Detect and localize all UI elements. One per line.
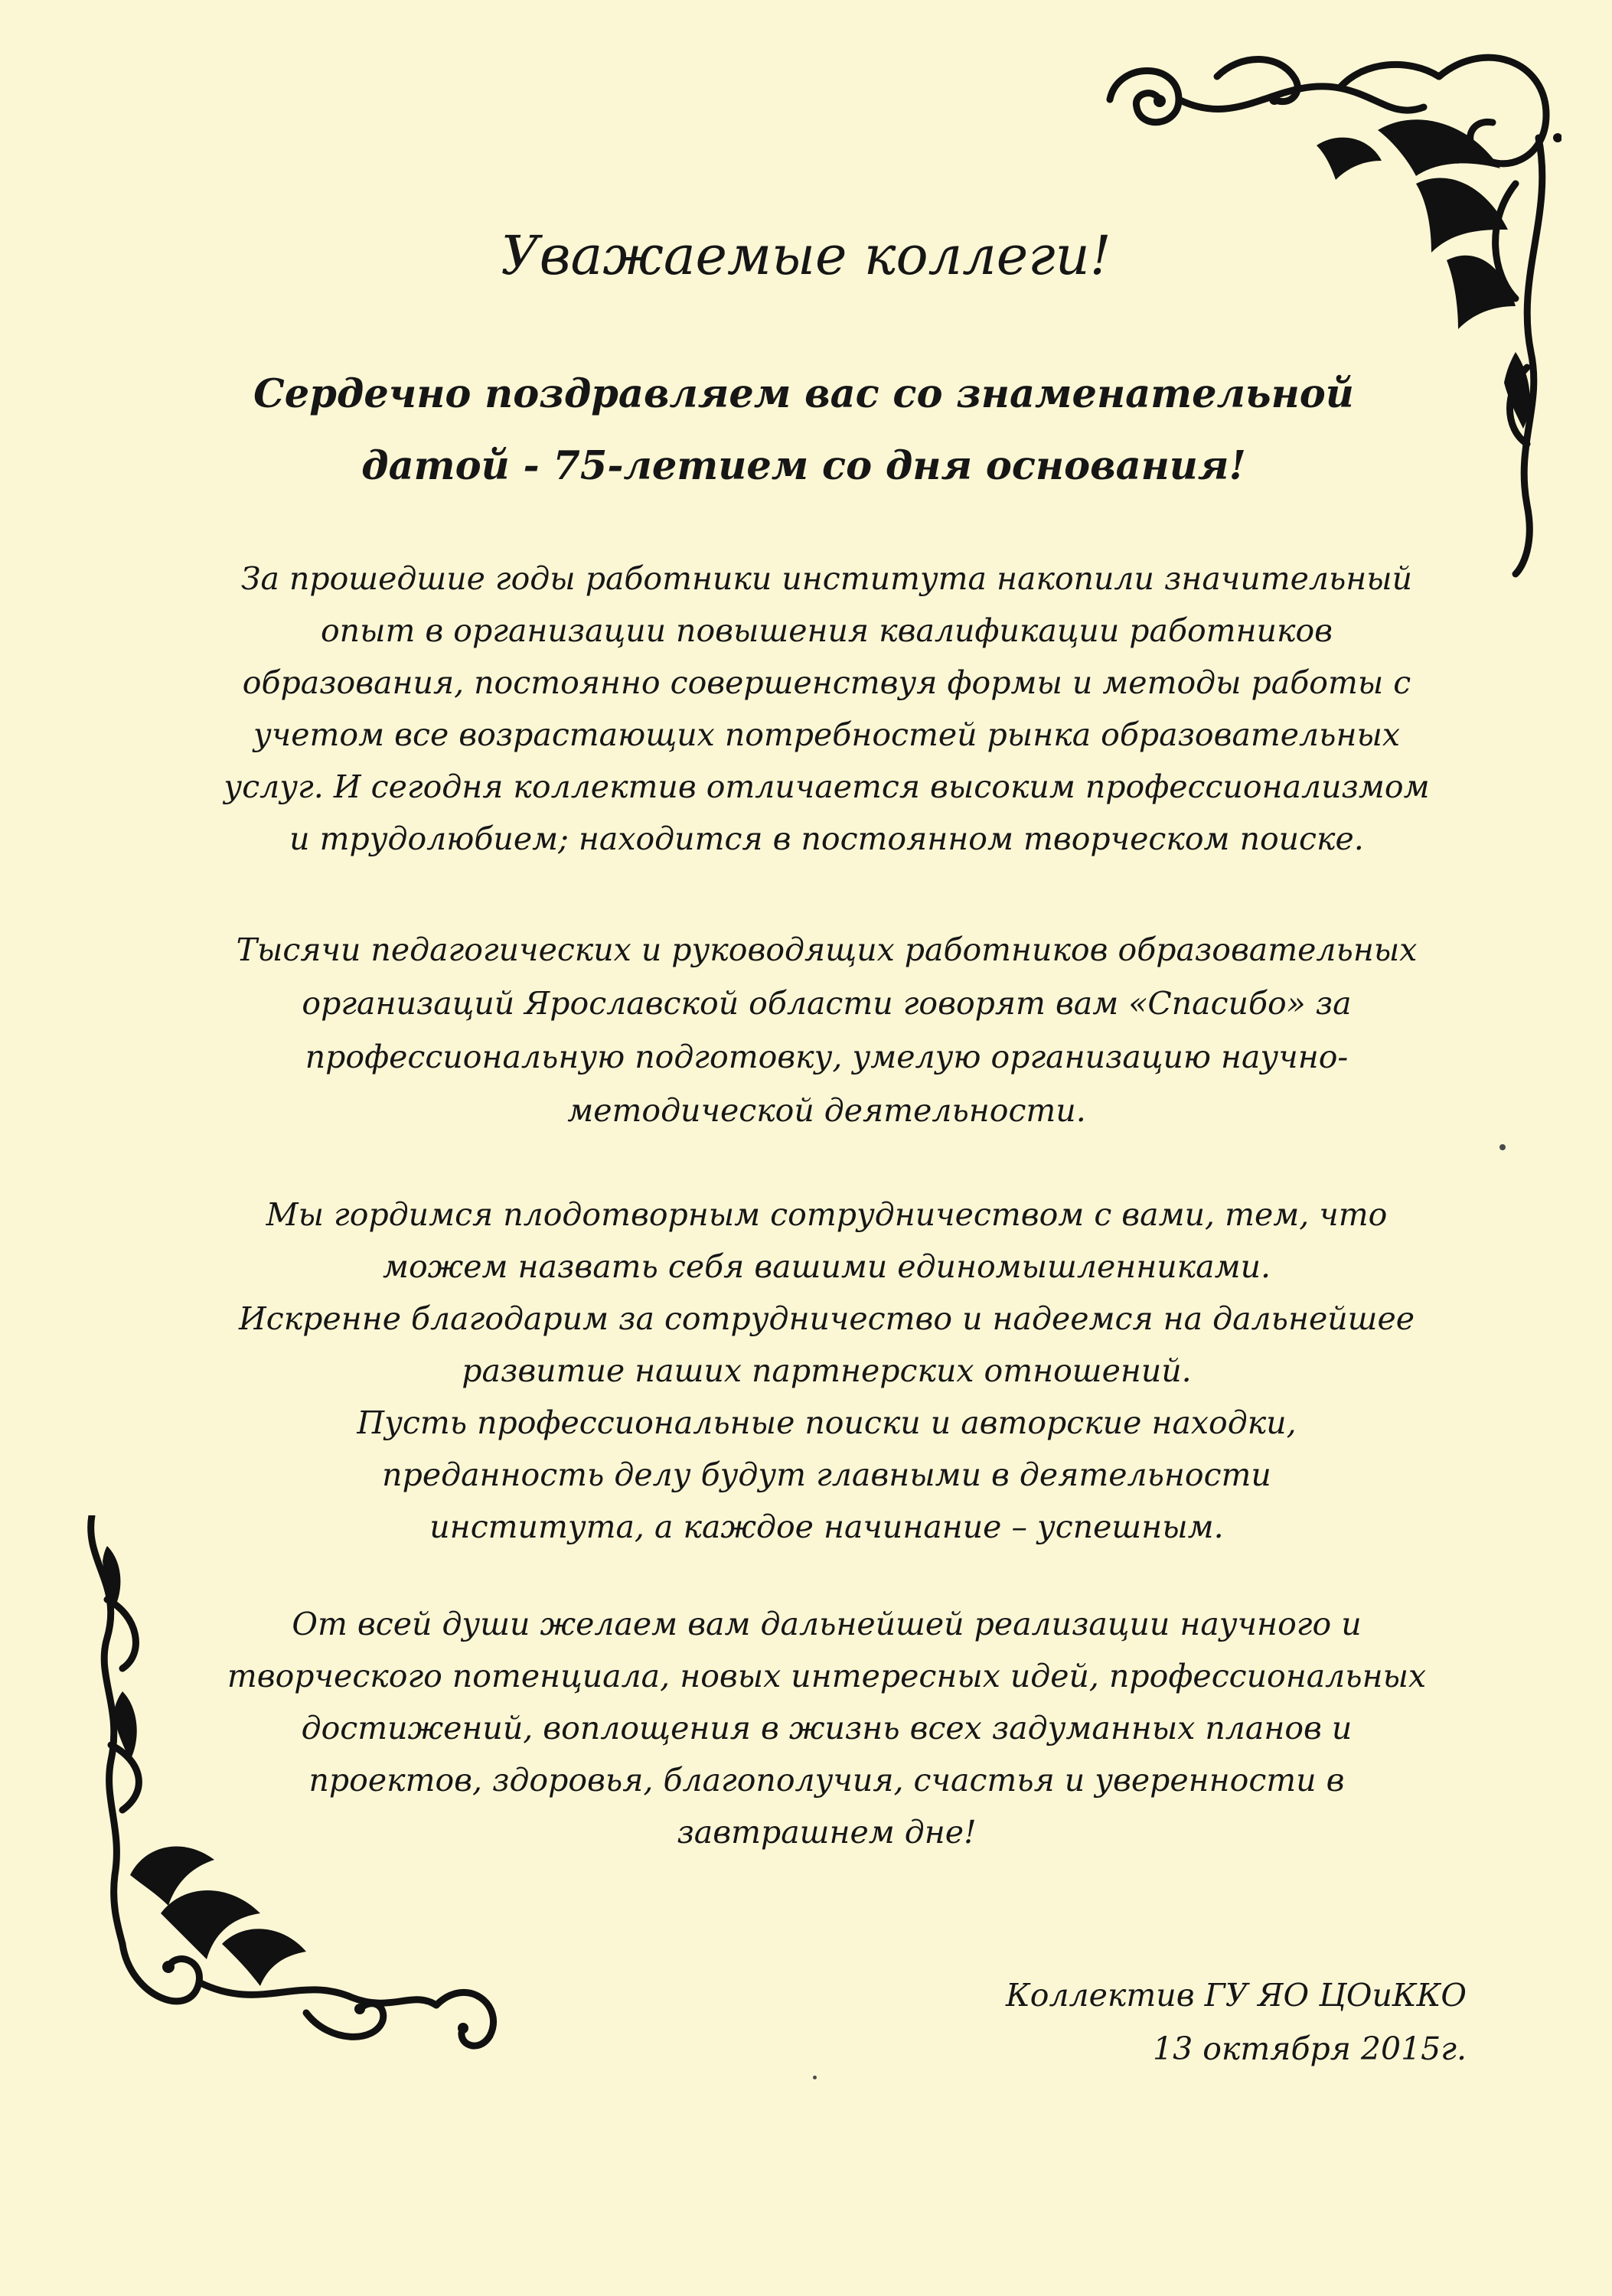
paragraph-line: творческого потенциала, новых интересных идей, профессиональных (227, 1658, 1427, 1694)
signature-date: 13 октября 2015г. (1153, 2030, 1467, 2067)
paragraph-line: завтрашнем дне! (677, 1814, 977, 1851)
paragraph-2 (199, 923, 1454, 1137)
paragraph-line: Мы гордимся плодотворным сотрудничеством с вами, тем, что (266, 1196, 1388, 1233)
subtitle-line: Сердечно поздравляем вас со знаменательной (253, 371, 1354, 417)
paragraph-1 (199, 553, 1454, 865)
paragraph-line: достижений, воплощения в жизнь всех задуманных планов и (301, 1710, 1353, 1746)
paragraph-line: Пусть профессиональные поиски и авторские находки, (357, 1404, 1297, 1441)
paragraph-line: От всей души желаем вам дальнейшей реализации научного и (292, 1606, 1362, 1642)
paragraph-line: услуг. И сегодня коллектив отличается высоким профессионализмом (224, 768, 1430, 805)
paragraph-line: развитие наших партнерских отношений. (462, 1352, 1192, 1389)
letter-subtitle (230, 358, 1378, 502)
scan-speck (813, 2076, 817, 2079)
subtitle-line: датой - 75-летием со дня основания! (361, 443, 1246, 489)
paragraph-line: института, а каждое начинание – успешным. (429, 1508, 1224, 1545)
paragraph-3 (199, 1189, 1454, 1553)
scan-speck (1499, 1144, 1506, 1150)
paragraph-line: учетом все возрастающих потребностей рынка образовательных (253, 716, 1401, 753)
paragraph-line: опыт в организации повышения квалификации работников (321, 612, 1333, 649)
paragraph-line: Искренне благодарим за сотрудничество и надеемся на дальнейшее (239, 1300, 1415, 1337)
paragraph-line: Тысячи педагогических и руководящих работников образовательных (236, 931, 1418, 968)
paragraph-line: методической деятельности. (567, 1092, 1086, 1129)
paragraph-line: организаций Ярославской области говорят вам «Спасибо» за (302, 985, 1352, 1022)
paragraph-line: преданность делу будут главными в деятельности (382, 1456, 1271, 1493)
paragraph-line: проектов, здоровья, благополучия, счастья и уверенности в (308, 1762, 1345, 1799)
paragraph-line: За прошедшие годы работники института накопили значительный (240, 560, 1413, 597)
paragraph-4 (199, 1598, 1454, 1858)
signature-block (854, 1968, 1467, 2076)
letter-title: Уважаемые коллеги! (501, 224, 1111, 287)
paragraph-line: профессиональную подготовку, умелую организацию научно- (305, 1039, 1349, 1075)
signature-author: Коллектив ГУ ЯО ЦОиККО (1006, 1977, 1467, 2014)
paragraph-line: и трудолюбием; находится в постоянном творческом поиске. (289, 820, 1364, 857)
paragraph-line: образования, постоянно совершенствуя формы и методы работы с (242, 664, 1411, 701)
paragraph-line: можем назвать себя вашими единомышленниками. (382, 1248, 1271, 1285)
